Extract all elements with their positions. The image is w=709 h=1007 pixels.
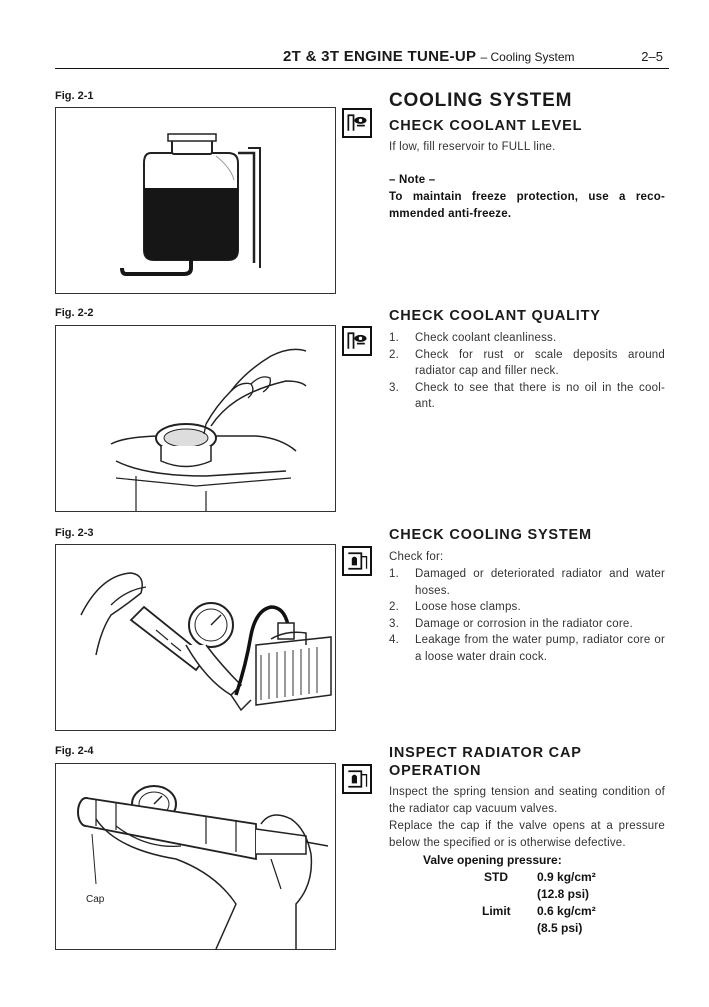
limit-value: 0.6 kg/cm² (8.5 psi) bbox=[537, 904, 596, 935]
inspect-eye-icon bbox=[342, 326, 372, 356]
hand-tool-icon bbox=[342, 764, 372, 794]
level-text: If low, fill reservoir to FULL line. bbox=[389, 141, 556, 153]
list-item: 4. Leakage from the water pump, radiator core or a loose water drain cock. bbox=[389, 634, 665, 663]
system-intro: Check for: bbox=[389, 551, 444, 563]
inspect-eye-icon bbox=[342, 108, 372, 138]
list-item: 2. Loose hose clamps. bbox=[389, 601, 521, 613]
header-title: 2T & 3T ENGINE TUNE-UP – Cooling System bbox=[283, 48, 575, 65]
cap-paragraph-1: Inspect the spring tension and seating condition of the radiator cap vacuum valves. bbox=[389, 786, 665, 815]
limit-label: Limit bbox=[482, 904, 511, 918]
list-item: 3. Damage or corrosion in the radiator core. bbox=[389, 617, 633, 630]
system-list bbox=[389, 566, 665, 665]
note-text: To maintain freeze protection, use a reco- mmended anti-freeze. bbox=[389, 191, 665, 220]
std-label: STD bbox=[484, 870, 508, 884]
section-title-cap: INSPECT RADIATOR CAP OPERATION bbox=[389, 745, 582, 779]
page-header bbox=[55, 48, 669, 69]
pressure-tester-illustration bbox=[56, 545, 335, 730]
list-item: 1. Damaged or deteriorated radiator and water hoses. bbox=[389, 568, 665, 597]
cap-callout-label: Cap bbox=[86, 894, 105, 905]
section-title-quality: CHECK COOLANT QUALITY bbox=[389, 308, 601, 324]
cap-tester-illustration bbox=[56, 764, 335, 949]
note-label: – Note – bbox=[389, 174, 436, 186]
list-item: 2. Check for rust or scale deposits around radiator cap and filler neck. bbox=[389, 348, 665, 377]
section-main-title: COOLING SYSTEM bbox=[389, 90, 573, 111]
cap-paragraph-2: Replace the cap if the valve opens at a pressure below the specified or is otherwise defective. bbox=[389, 820, 665, 849]
std-value: 0.9 kg/cm² (12.8 psi) bbox=[537, 870, 596, 901]
fig-label: Fig. 2-3 bbox=[55, 527, 94, 539]
reservoir-illustration bbox=[56, 108, 335, 293]
section-title-level: CHECK COOLANT LEVEL bbox=[389, 118, 583, 134]
fig-label: Fig. 2-1 bbox=[55, 90, 94, 102]
figure-reservoir bbox=[55, 107, 336, 294]
fig-label: Fig. 2-2 bbox=[55, 307, 94, 319]
section-title-system: CHECK COOLING SYSTEM bbox=[389, 527, 592, 543]
figure-radiator-cap bbox=[55, 763, 336, 950]
figure-coolant-quality bbox=[55, 325, 336, 512]
figure-cooling-system-test bbox=[55, 544, 336, 731]
filler-neck-illustration bbox=[56, 326, 335, 511]
list-item: 1. Check coolant cleanliness. bbox=[389, 332, 557, 344]
page-number: 2–5 bbox=[641, 49, 663, 64]
quality-list bbox=[389, 330, 665, 413]
hand-tool-icon bbox=[342, 546, 372, 576]
fig-label: Fig. 2-4 bbox=[55, 745, 94, 757]
list-item: 3. Check to see that there is no oil in the cool- ant. bbox=[389, 381, 665, 410]
spec-title: Valve opening pressure: bbox=[423, 853, 562, 867]
